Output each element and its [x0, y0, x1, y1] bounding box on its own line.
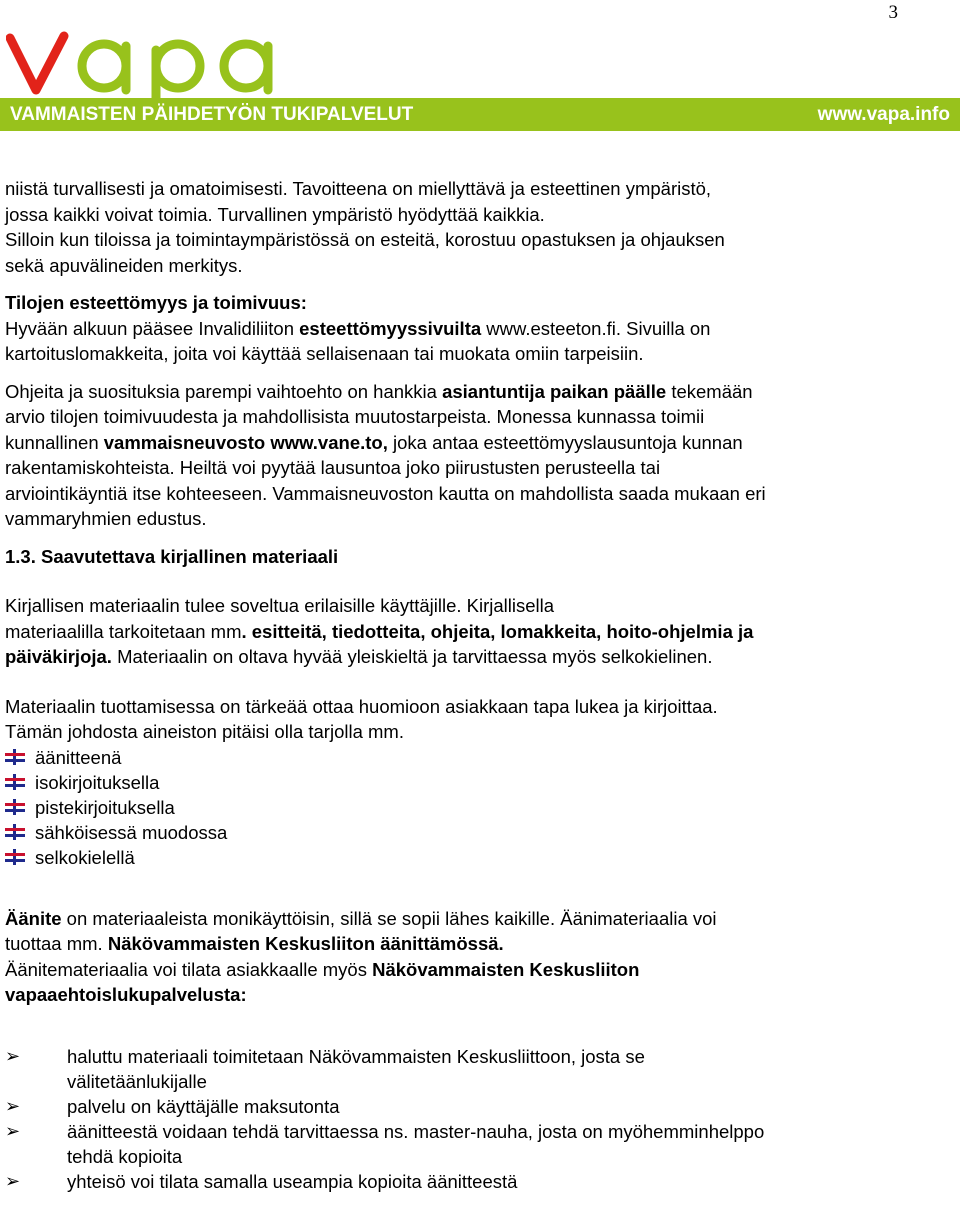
text-line: välitetäänlukijalle	[67, 1070, 207, 1092]
text-line: arviointikäyntiä itse kohteeseen. Vammaisneuvoston kautta on mahdollista saada mukaan eri	[5, 482, 766, 504]
vapa-logo	[6, 30, 306, 107]
page-number: 3	[888, 2, 898, 23]
text-line: jossa kaikki voivat toimia. Turvallinen ympäristö hyödyttää kaikkia.	[5, 203, 545, 225]
list-item	[5, 1044, 950, 1094]
arrow-bullet-icon: ➢	[5, 1045, 21, 1066]
bold-text: Äänite	[5, 907, 62, 929]
banner-title: VAMMAISTEN PÄIHDETYÖN TUKIPALVELUT	[10, 104, 414, 125]
paragraph-accessibility-intro	[5, 176, 950, 278]
text-line: rakentamiskohteista. Heiltä voi pyytää lausuntoa joko piirustusten perusteella tai	[5, 457, 661, 478]
bold-text: Näkövammaisten Keskusliiton äänittämössä.	[107, 933, 504, 954]
paragraph-written-material	[5, 593, 950, 670]
service-list	[5, 1044, 950, 1194]
paragraph-audio-recording	[5, 906, 950, 1008]
text-line: äänitteestä voidaan tehdä tarvittaessa ns. master-nauha, josta on myöhemminhelppo	[67, 1120, 765, 1142]
list-item	[5, 1169, 950, 1194]
list-item-text: äänitteenä	[35, 746, 122, 768]
text-line: sekä apuvälineiden merkitys.	[5, 254, 243, 276]
text-line: Materiaalin on oltava hyvää yleiskieltä ja tarvittaessa myös selkokielinen.	[111, 646, 713, 667]
list-item	[5, 770, 950, 795]
text-line: arvio tilojen toimivuudesta ja mahdollisista muutostarpeista. Monessa kunnassa toimii	[5, 406, 705, 427]
paragraph-premises	[5, 290, 950, 367]
section-heading: 1.3. Saavutettava kirjallinen materiaali	[5, 545, 339, 567]
list-item-text: pistekirjoituksella	[35, 796, 175, 818]
list-item	[5, 845, 950, 870]
arrow-bullet-icon: ➢	[5, 1120, 21, 1141]
text-line: materiaalilla tarkoitetaan mm	[5, 620, 242, 642]
banner-website: www.vapa.info	[817, 104, 950, 125]
paragraph-production	[5, 694, 950, 745]
bold-text: vammaisneuvosto www.vane.to,	[103, 431, 388, 453]
bold-text: . esitteitä, tiedotteita, ohjeita, lomakkeita, hoito-ohjelmia ja	[241, 620, 754, 642]
premises-heading: Tilojen esteettömyys ja toimivuus:	[5, 292, 307, 313]
text-line: www.esteeton.fi. Sivuilla on	[481, 317, 711, 339]
arrow-bullet-icon: ➢	[5, 1095, 21, 1116]
bold-text: vapaaehtoislukupalvelusta:	[5, 984, 247, 1005]
cross-bullet-icon	[5, 774, 27, 790]
list-item	[5, 1119, 950, 1169]
text-line: kunnallinen	[5, 431, 104, 453]
section-title	[5, 544, 950, 570]
text-line: tuottaa mm.	[5, 933, 108, 954]
text-line: Hyvään alkuun pääsee Invalidiliiton	[5, 317, 300, 339]
bold-text: päiväkirjoja.	[5, 646, 112, 667]
list-item-text	[67, 1044, 645, 1094]
cross-bullet-icon	[5, 749, 27, 765]
document-body	[5, 176, 950, 1194]
cross-bullet-icon	[5, 824, 27, 840]
list-item	[5, 820, 950, 845]
text-line: Äänitemateriaalia voi tilata asiakkaalle myös	[5, 958, 373, 980]
text-line: Silloin kun tiloissa ja toimintaympäristössä on esteitä, korostuu opastuksen ja ohjauksen	[5, 229, 725, 250]
text-line: vammaryhmien edustus.	[5, 508, 207, 529]
list-item	[5, 1094, 950, 1119]
list-item-text: selkokielellä	[35, 846, 135, 868]
text-line: Tämän johdosta aineiston pitäisi olla tarjolla mm.	[5, 721, 404, 742]
list-item-text: yhteisö voi tilata samalla useampia kopioita äänitteestä	[67, 1170, 518, 1192]
text-line: niistä turvallisesti ja omatoimisesti. Tavoitteena on miellyttävä ja esteettinen ympäristö,	[5, 178, 712, 199]
text-line: Ohjeita ja suosituksia parempi vaihtoehto on hankkia	[5, 380, 443, 402]
text-line: Materiaalin tuottamisessa on tärkeää ottaa huomioon asiakkaan tapa lukea ja kirjoittaa.	[5, 695, 718, 717]
bold-text: asiantuntija paikan päälle	[442, 380, 667, 402]
text-line: tekemään	[666, 380, 753, 402]
bold-text: Näkövammaisten Keskusliiton	[372, 958, 640, 980]
arrow-bullet-icon: ➢	[5, 1170, 21, 1191]
paragraph-expert-advice	[5, 379, 950, 532]
text-line: on materiaaleista monikäyttöisin, sillä se sopii lähes kaikille. Äänimateriaalia voi	[61, 907, 717, 929]
list-item-text: palvelu on käyttäjälle maksutonta	[67, 1095, 340, 1117]
text-line: haluttu materiaali toimitetaan Näkövammaisten Keskusliittoon, josta se	[67, 1045, 645, 1067]
list-item	[5, 745, 950, 770]
vapa-logo-graphic	[6, 30, 306, 102]
text-line: tehdä kopioita	[67, 1145, 183, 1167]
text-line: Kirjallisen materiaalin tulee soveltua erilaisille käyttäjille. Kirjallisella	[5, 595, 555, 616]
list-item-text: sähköisessä muodossa	[35, 821, 228, 843]
text-line: kartoituslomakkeita, joita voi käyttää sellaisenaan tai muokata omiin tarpeisiin.	[5, 343, 644, 364]
list-item-text	[67, 1119, 764, 1169]
format-list	[5, 745, 950, 870]
cross-bullet-icon	[5, 849, 27, 865]
bold-text: esteettömyyssivuilta	[299, 317, 482, 339]
list-item	[5, 795, 950, 820]
header-banner	[0, 98, 960, 131]
cross-bullet-icon	[5, 799, 27, 815]
text-line: joka antaa esteettömyyslausuntoja kunnan	[387, 431, 743, 453]
list-item-text: isokirjoituksella	[35, 771, 160, 793]
